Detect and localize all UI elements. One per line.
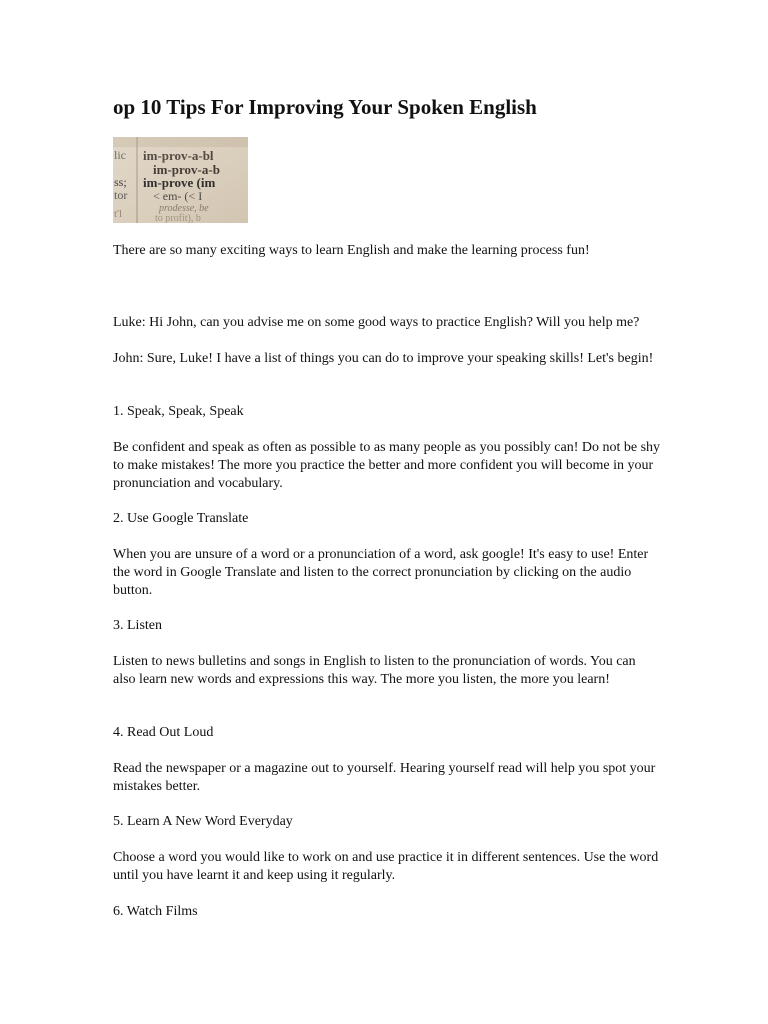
tip-body-2: When you are unsure of a word or a pronunciation of a word, ask google! It's easy to use! Enter the word in Google Translate and listen to the correct pronunciation by clicking on the audio button. <box>113 547 649 598</box>
tip-body-1: Be confident and speak as often as possible to as many people as you possibly can! Do not be shy to make mistakes! The more you practice the better and more confident you will become in your pronunciation and vocabulary. <box>113 440 661 491</box>
document-title: op 10 Tips For Improving Your Spoken English <box>113 95 537 119</box>
intro-paragraph: There are so many exciting ways to learn English and make the learning process fun! <box>113 243 590 258</box>
tip-body-5: Choose a word you would like to work on and use practice it in different sentences. Use the word until you have learnt it and keep using it regularly. <box>113 850 659 883</box>
tip-body-3: Listen to news bulletins and songs in English to listen to the pronunciation of words. You can also learn new words and expressions this way. The more you listen, the more you learn! <box>113 654 636 687</box>
tip-heading-2: 2. Use Google Translate <box>113 511 249 526</box>
tip-heading-6: 6. Watch Films <box>113 904 198 919</box>
dialogue-luke: Luke: Hi John, can you advise me on some good ways to practice English? Will you help me? <box>113 315 640 330</box>
tip-heading-5: 5. Learn A New Word Everyday <box>113 814 293 829</box>
tip-heading-3: 3. Listen <box>113 618 162 633</box>
dialogue-john: John: Sure, Luke! I have a list of things you can do to improve your speaking skills! Let's begin! <box>113 351 654 366</box>
tip-heading-1: 1. Speak, Speak, Speak <box>113 404 244 419</box>
tip-body-4: Read the newspaper or a magazine out to yourself. Hearing yourself read will help you spot your mistakes better. <box>113 761 656 794</box>
tip-heading-4: 4. Read Out Loud <box>113 725 214 740</box>
dictionary-photo-icon <box>113 137 248 223</box>
